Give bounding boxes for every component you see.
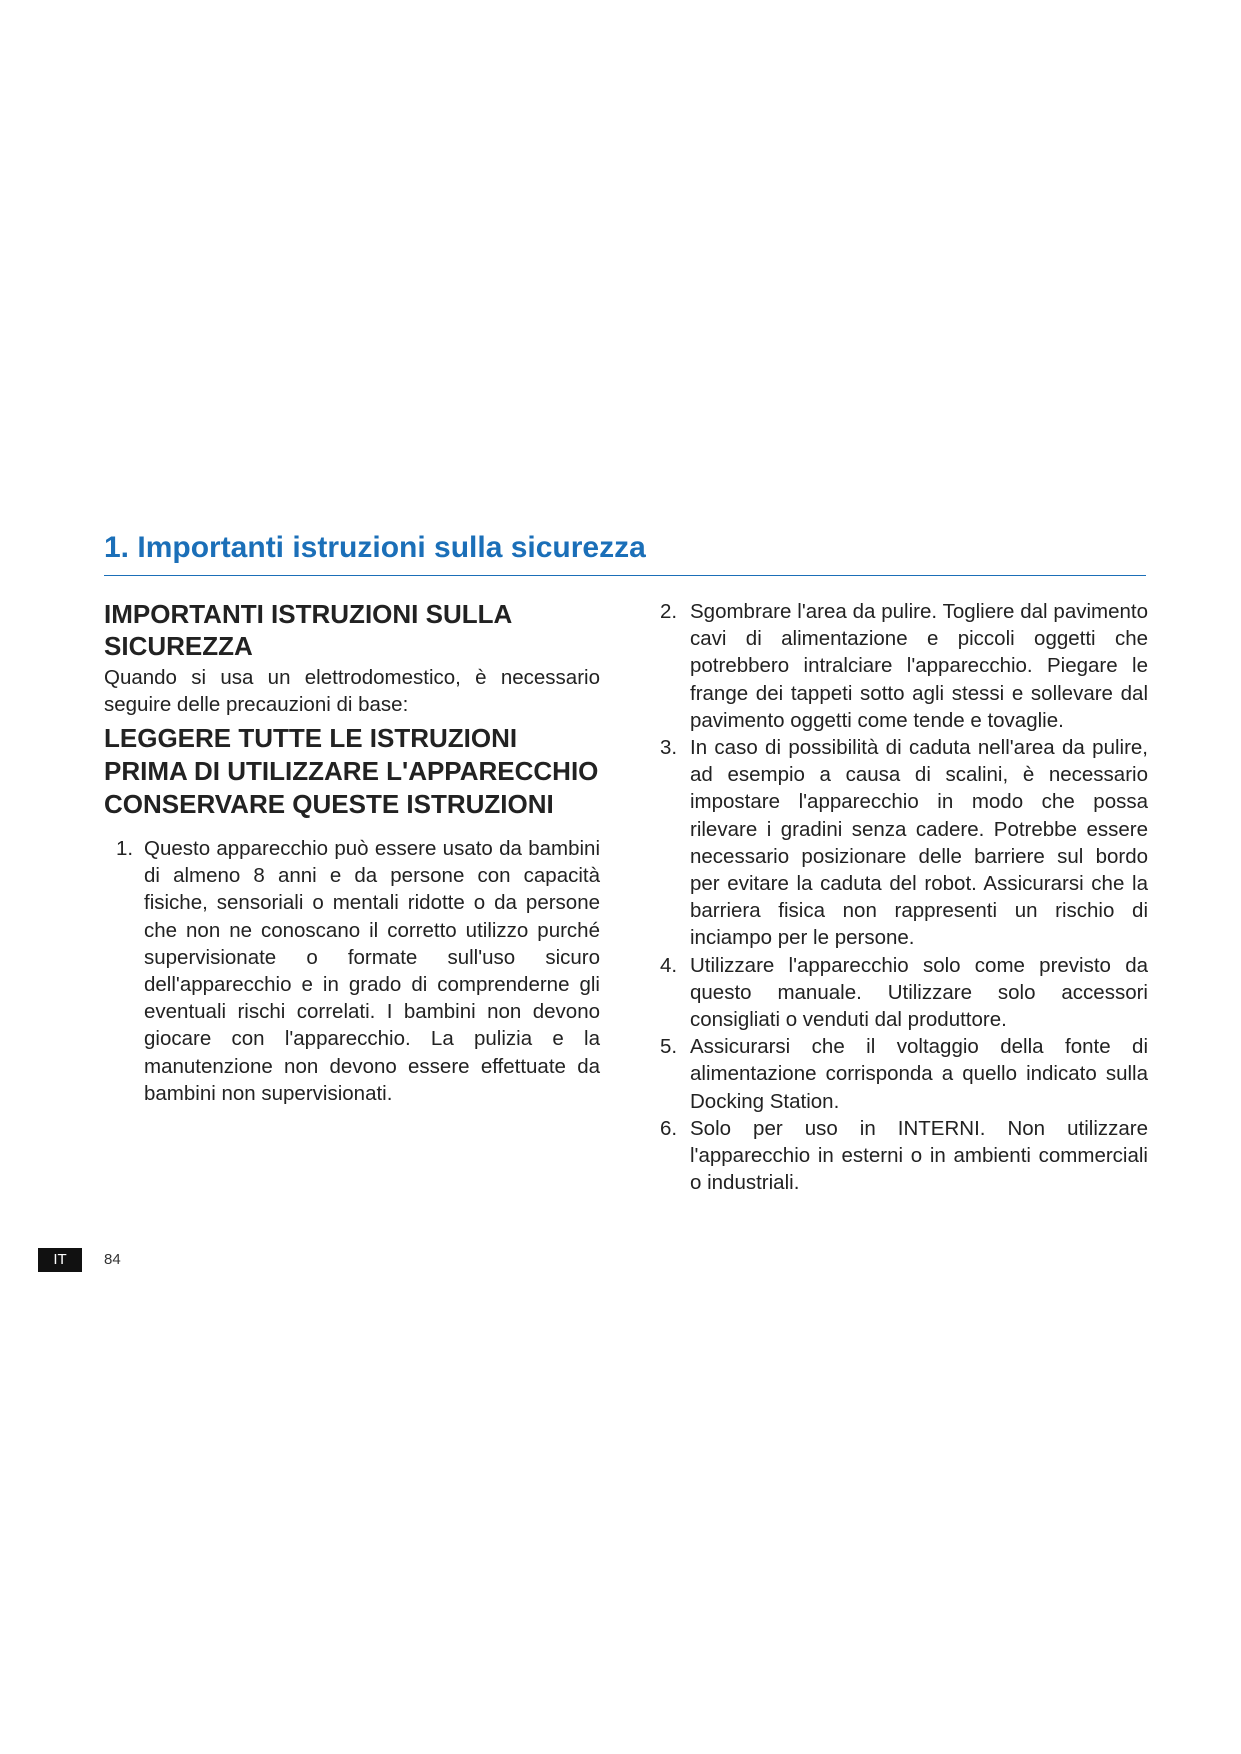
list-item	[660, 734, 1148, 952]
item-number: 3.	[660, 736, 678, 760]
list-item	[660, 1033, 1148, 1115]
item-number: 2.	[660, 600, 678, 623]
item-number: 1.	[116, 837, 134, 860]
item-text: Solo per uso in INTERNI. Non utilizzare l'apparecchio in esterni o in ambienti commerciali o industriali.	[690, 1116, 1148, 1195]
item-text: In caso di possibilità di caduta nell'area da pulire, ad esempio a causa di scalini, è necessario impostare l'apparecchio in modo che possa rilevare i gradini senza cadere. Potrebbe essere necessario posizionare delle barriere sul bordo per evitare la caduta del robot. Assicurarsi che la barriera fisica non rappresenti un rischio di inciampo per le persone.	[690, 736, 1148, 950]
intro-paragraph: Quando si usa un elettrodomestico, è necessario seguire delle precauzioni di base:	[104, 666, 600, 716]
item-number: 4.	[660, 953, 678, 977]
item-text: Questo apparecchio può essere usato da bambini di almeno 8 anni e da persone con capacità fisiche, sensoriali o mentali ridotte o da persone che non ne conoscano il corretto utilizzo purché supervisionate o formate sull'uso sicuro dell'apparecchio e in grado di comprenderne gli eventuali rischi correlati. I bambini non devono giocare con l'apparecchio. La pulizia e la manutenzione non devono essere effettuate da bambini non supervisionati.	[144, 837, 600, 1105]
list-item	[660, 952, 1148, 1034]
keep-instructions-heading: CONSERVARE QUESTE ISTRUZIONI	[104, 789, 554, 819]
item-text: Utilizzare l'apparecchio solo come previsto da questo manuale. Utilizzare solo accessori consigliati o venduti dal produttore.	[690, 953, 1148, 1032]
list-item	[660, 598, 1148, 734]
item-number: 6.	[660, 1116, 678, 1140]
page-title: 1. Importanti istruzioni sulla sicurezza	[104, 531, 646, 564]
read-instructions-heading: LEGGERE TUTTE LE ISTRUZIONI PRIMA DI UTILIZZARE L'APPARECCHIO	[104, 723, 599, 786]
language-badge: IT	[38, 1248, 82, 1272]
left-column	[104, 598, 600, 1107]
list-item	[116, 835, 600, 1107]
section-heading: IMPORTANTI ISTRUZIONI SULLA SICUREZZA	[104, 599, 512, 661]
instruction-list-left	[104, 835, 600, 1107]
item-number: 5.	[660, 1035, 678, 1059]
instruction-list-right	[660, 598, 1148, 1196]
title-divider	[104, 575, 1146, 576]
item-text: Assicurarsi che il voltaggio della fonte di alimentazione corrisponda a quello indicato sulla Docking Station.	[690, 1035, 1148, 1113]
right-column	[660, 598, 1148, 1196]
list-item	[660, 1115, 1148, 1197]
item-text: Sgombrare l'area da pulire. Togliere dal pavimento cavi di alimentazione e piccoli oggetti che potrebbero intralciare l'apparecchio. Piegare le frange dei tappeti sotto agli stessi e sollevare dal pavimento oggetti come tende e tovaglie.	[690, 600, 1148, 732]
page-number: 84	[104, 1251, 121, 1268]
